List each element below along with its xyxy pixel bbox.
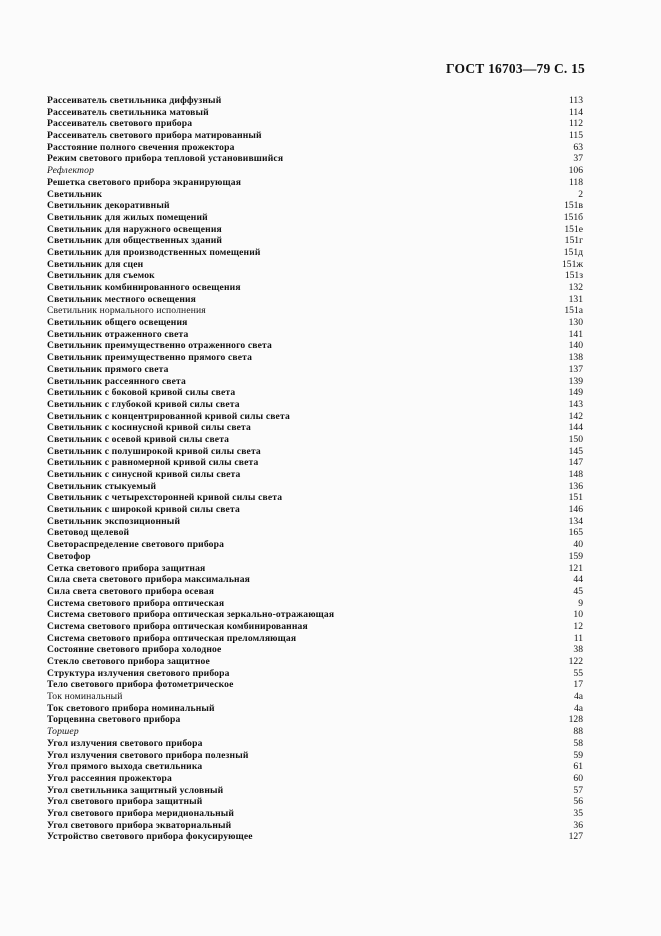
index-entry: [47, 305, 583, 317]
index-entry: [47, 609, 583, 621]
index-section-number: 151в: [564, 200, 583, 212]
index-entry: [47, 750, 583, 762]
index-section-number: 63: [573, 141, 583, 153]
index-term: Ток номинальный: [47, 691, 123, 703]
index-section-number: 147: [568, 457, 583, 469]
index-section-number: 145: [568, 445, 583, 457]
index-entry: [47, 317, 583, 329]
index-section-number: 4а: [573, 702, 583, 714]
index-entry: [47, 527, 583, 539]
index-entry: [47, 586, 583, 598]
index-entry: [47, 703, 583, 715]
index-term: Режим светового прибора тепловой установившийся: [47, 153, 284, 165]
index-term: Торцевина светового прибора: [47, 714, 181, 726]
index-section-number: 57: [573, 784, 583, 796]
index-section-number: 58: [573, 737, 583, 749]
index-entry: [47, 820, 583, 832]
index-section-number: 139: [568, 375, 583, 387]
index-term: Сила света светового прибора осевая: [47, 585, 215, 597]
index-term: Светильник с осевой кривой силы света: [47, 433, 230, 445]
index-term: Светильник преимущественно прямого света: [47, 352, 253, 364]
index-term: Тело светового прибора фотометрическое: [47, 679, 234, 691]
index-section-number: 45: [573, 585, 583, 597]
index-term: Светофор: [47, 550, 91, 562]
index-entry: [47, 294, 583, 306]
index-section-number: 38: [573, 644, 583, 656]
index-term: Светильник преимущественно отраженного света: [47, 340, 272, 352]
index-term: Сетка светового прибора защитная: [47, 562, 206, 574]
index-entry: [47, 189, 583, 201]
index-entry: [47, 270, 583, 282]
index-section-number: 136: [568, 480, 583, 492]
index-term: Светильник нормального исполнения: [47, 305, 206, 317]
index-entry: [47, 95, 583, 107]
index-term: Устройство светового прибора фокусирующее: [47, 831, 253, 843]
index-term: Светильник для наружного освещения: [47, 223, 222, 235]
index-section-number: 134: [568, 515, 583, 527]
index-section-number: 61: [573, 761, 583, 773]
index-section-number: 55: [573, 667, 583, 679]
index-section-number: 146: [568, 504, 583, 516]
index-term: Рассеиватель светильника диффузный: [47, 95, 222, 106]
index-section-number: 151а: [564, 305, 583, 317]
index-entry: [47, 235, 583, 247]
index-section-number: 4а: [573, 691, 583, 703]
index-term: Светильник с полуширокой кривой силы света: [47, 445, 261, 457]
index-entry: [47, 796, 583, 808]
index-term: Система светового прибора оптическая комбинированная: [47, 620, 308, 632]
index-section-number: 127: [568, 831, 583, 843]
index-section-number: 17: [573, 679, 583, 691]
index-entry: [47, 200, 583, 212]
index-entry: [47, 446, 583, 458]
index-entry: [47, 457, 583, 469]
index-term: Рассеиватель светильника матовый: [47, 106, 209, 118]
index-entry: [47, 785, 583, 797]
index-section-number: 151д: [563, 246, 583, 258]
index-entry: [47, 118, 583, 130]
index-section-number: 150: [568, 433, 583, 445]
index-entry: [47, 563, 583, 575]
index-entry: [47, 714, 583, 726]
index-entry: [47, 130, 583, 142]
index-entry: [47, 551, 583, 563]
index-term: Светильник прямого света: [47, 363, 169, 375]
index-section-number: 88: [573, 726, 583, 738]
index-entry: [47, 668, 583, 680]
index-entry: [47, 224, 583, 236]
index-term: Светильник экспозиционный: [47, 515, 181, 527]
index-term: Светильник для съемок: [47, 270, 155, 282]
index-section-number: 144: [568, 422, 583, 434]
index-section-number: 122: [568, 656, 583, 667]
index-section-number: 138: [568, 352, 583, 364]
index-section-number: 59: [573, 749, 583, 761]
index-term: Светильник с равномерной кривой силы света: [47, 457, 259, 469]
index-term: Расстояние полного свечения прожектора: [47, 141, 235, 153]
index-entry: [47, 352, 583, 364]
term-index: [47, 95, 583, 843]
index-term: Светильник с синусной кривой силы света: [47, 469, 241, 480]
index-entry: [47, 259, 583, 271]
index-section-number: 113: [568, 95, 583, 106]
index-term: Угол излучения светового прибора: [47, 737, 203, 749]
index-entry: [47, 153, 583, 165]
index-term: Светильник местного освещения: [47, 293, 197, 305]
index-term: Угол прямого выхода светильника: [47, 761, 203, 773]
index-entry: [47, 539, 583, 551]
index-entry: [47, 434, 583, 446]
index-term: Рассеиватель светового прибора матированный: [47, 130, 262, 142]
index-section-number: 137: [568, 363, 583, 375]
index-term: Угол рассеяния прожектора: [47, 772, 172, 784]
index-entry: [47, 469, 583, 481]
index-entry: [47, 738, 583, 750]
index-term: Светильник для общественных зданий: [47, 235, 223, 247]
index-section-number: 121: [568, 562, 583, 574]
index-entry: [47, 142, 583, 154]
index-entry: [47, 831, 583, 843]
index-entry: [47, 633, 583, 645]
index-section-number: 36: [573, 819, 583, 831]
index-entry: [47, 107, 583, 119]
index-term: Светильник рассеянного света: [47, 375, 186, 387]
index-term: Торшер: [47, 726, 79, 738]
index-entry: [47, 212, 583, 224]
index-section-number: 149: [568, 387, 583, 399]
index-term: Ток светового прибора номинальный: [47, 702, 215, 714]
index-entry: [47, 282, 583, 294]
index-term: Сила света светового прибора максимальная: [47, 574, 251, 586]
index-entry: [47, 247, 583, 259]
index-term: Светильник с четырехсторонней кривой силы света: [47, 492, 283, 504]
index-term: Светильник с широкой кривой силы света: [47, 504, 240, 516]
index-term: Светильник с боковой кривой силы света: [47, 387, 236, 399]
index-section-number: 37: [573, 153, 583, 165]
index-entry: [47, 808, 583, 820]
index-section-number: 151г: [564, 235, 583, 247]
index-entry: [47, 773, 583, 785]
index-term: Светильник: [47, 188, 103, 200]
index-term: Система светового прибора оптическая: [47, 597, 225, 609]
index-term: Система светового прибора оптическая зеркально-отражающая: [47, 609, 335, 621]
index-term: Рассеиватель светового прибора: [47, 118, 193, 130]
index-entry: [47, 504, 583, 516]
index-term: Система светового прибора оптическая преломляющая: [47, 632, 297, 644]
index-term: Светильник декоративный: [47, 200, 170, 212]
index-section-number: 142: [568, 410, 583, 422]
index-entry: [47, 516, 583, 528]
index-term: Светильник с косинусной кривой силы света: [47, 422, 251, 434]
index-entry: [47, 574, 583, 586]
index-entry: [47, 422, 583, 434]
index-term: Стекло светового прибора защитное: [47, 656, 210, 667]
index-entry: [47, 387, 583, 399]
index-section-number: 128: [568, 714, 583, 726]
index-section-number: 115: [568, 130, 583, 142]
index-section-number: 151ж: [561, 258, 583, 270]
index-term: Светильник для жилых помещений: [47, 211, 208, 223]
index-section-number: 132: [568, 282, 583, 293]
index-section-number: 60: [573, 772, 583, 784]
index-term: Световод щелевой: [47, 527, 130, 539]
index-section-number: 35: [573, 807, 583, 819]
index-entry: [47, 340, 583, 352]
index-term: Светильник для сцен: [47, 258, 144, 270]
index-section-number: 159: [568, 550, 583, 562]
index-section-number: 151е: [564, 223, 583, 235]
index-section-number: 12: [573, 620, 583, 632]
index-term: Угол светового прибора защитный: [47, 796, 203, 808]
index-section-number: 106: [568, 165, 583, 177]
index-section-number: 114: [568, 106, 583, 118]
index-section-number: 151б: [563, 211, 583, 223]
index-term: Светильник комбинированного освещения: [47, 282, 241, 293]
index-section-number: 130: [568, 317, 583, 329]
index-entry: [47, 679, 583, 691]
index-entry: [47, 364, 583, 376]
index-section-number: 10: [573, 609, 583, 621]
index-term: Угол светового прибора меридиональный: [47, 807, 235, 819]
index-term: Угол излучения светового прибора полезный: [47, 749, 249, 761]
index-term: Светильник с глубокой кривой силы света: [47, 398, 240, 410]
index-entry: [47, 761, 583, 773]
index-section-number: 151: [568, 492, 583, 504]
index-section-number: 11: [573, 632, 583, 644]
index-entry: [47, 598, 583, 610]
index-section-number: 40: [573, 539, 583, 551]
index-section-number: 112: [568, 118, 583, 130]
index-section-number: 2: [578, 188, 583, 200]
index-term: Угол светового прибора экваториальный: [47, 819, 232, 831]
index-term: Светильник с концентрированной кривой силы света: [47, 410, 290, 422]
index-term: Светораспределение светового прибора: [47, 539, 225, 551]
index-section-number: 118: [568, 176, 583, 188]
index-term: Решетка светового прибора экранирующая: [47, 176, 242, 188]
index-section-number: 151з: [564, 270, 583, 282]
index-section-number: 148: [568, 469, 583, 480]
index-term: Структура излучения светового прибора: [47, 667, 230, 679]
index-entry: [47, 492, 583, 504]
index-entry: [47, 376, 583, 388]
index-section-number: 141: [568, 328, 583, 340]
index-term: Светильник для производственных помещений: [47, 246, 261, 258]
index-entry: [47, 726, 583, 738]
page-header: ГОСТ 16703—79 С. 15: [446, 61, 585, 76]
index-entry: [47, 644, 583, 656]
index-section-number: 9: [578, 597, 583, 609]
index-entry: [47, 165, 583, 177]
index-entry: [47, 399, 583, 411]
index-term: Угол светильника защитный условный: [47, 784, 224, 796]
index-section-number: 44: [573, 574, 583, 586]
index-entry: [47, 411, 583, 423]
index-section-number: 131: [568, 293, 583, 305]
index-section-number: 165: [568, 527, 583, 539]
index-entry: [47, 177, 583, 189]
index-entry: [47, 621, 583, 633]
index-entry: [47, 691, 583, 703]
index-entry: [47, 329, 583, 341]
index-section-number: 140: [568, 340, 583, 352]
index-term: Светильник отраженного света: [47, 328, 189, 340]
index-section-number: 56: [573, 796, 583, 808]
index-section-number: 143: [568, 398, 583, 410]
index-term: Светильник общего освещения: [47, 317, 188, 329]
index-term: Состояние светового прибора холодное: [47, 644, 222, 656]
index-term: Светильник стыкуемый: [47, 480, 157, 492]
index-entry: [47, 656, 583, 668]
index-entry: [47, 481, 583, 493]
index-term: Рефлектор: [47, 165, 95, 177]
